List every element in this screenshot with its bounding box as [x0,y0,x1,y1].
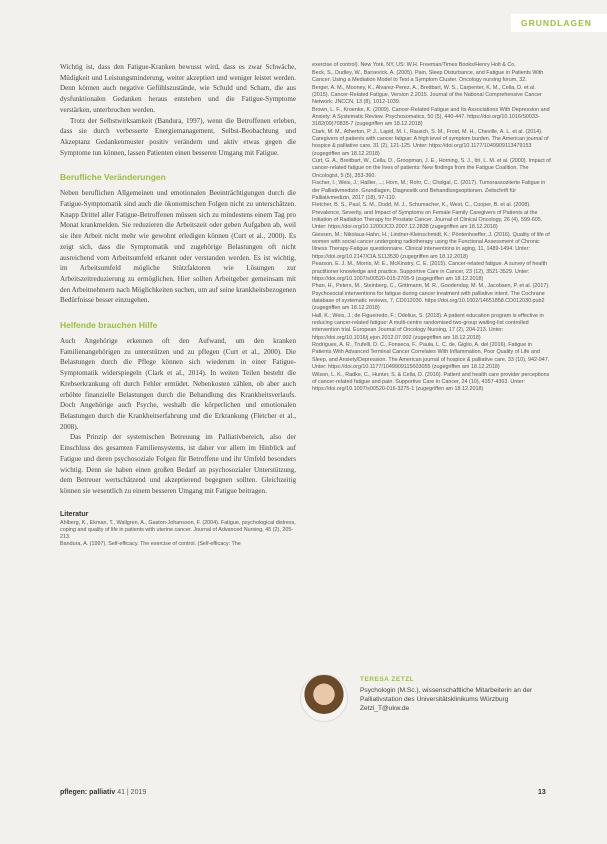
right-column [312,62,552,394]
section2-paragraph-2: Das Prinzip der systemischen Betreuung im Palliativbereich, also der Einschluss des gesamten Familiensystems, ist daher vor allem im Hinblick auf Fatigue und deren psychosoziale Folgen für Betroffene und ihr Umfeld besonders wichtig. Denn sie haben einen großen Bedarf an psychosozialer Unterstützung, dem Betreuer wertschätzend und akzeptierend begegnen sollten. Gleichzeitig können sie wesentlich zu einem besseren Umgang mit Fatigue beitragen. [60,433,296,495]
literatur-item: Bandura, A. (1997). Self-efficacy. The exercise of control. (Self-efficacy: The [60,541,241,548]
section-heading-helfende: Helfende brauchen Hilfe [60,320,158,331]
reference-item: Phan, H., Peters, M., Steinberg, C., Göttmann, M. R., Goodenday, M. M., Jacobsen, P. et al. (2017). Psychosocial interventions for fatigue during cancer treatment with palliative intent. The Cochrane database of systematic reviews, 7, CD012030. https://doi.org/10.1002/14651858.CD012030.pub2 (zugegriffen am 18.12.2018) [312,283,550,312]
author-role: Psychologin (M.Sc.), wissenschaftliche Mitarbeiterin an der Palliativstation des Universitätsklinikums Würzburg [360,687,533,703]
reference-list [312,62,552,393]
literatur-heading: Literatur [60,510,89,518]
reference-item: Brown, L. F., Kroenke, K. (2009). Cancer-Related Fatigue and Its Associations With Depression and Anxiety: A Systematic Review. Psychosomatics, 50 (5), 440-447. https://doi.org/10.1016/S0033-3182(09)70835-7 (zugegriffen am 18.12.2018) [312,106,550,128]
author-description [360,686,560,713]
page-number: 13 [538,789,546,796]
section-tag: GRUNDLAGEN [511,14,607,32]
reference-item: Fletcher, B. S., Paul, S. M., Dodd, M. J., Schumacher, K., West, C., Cooper, B. et al. (2008). Prevalence, Severity, and Impact of Symptoms on Female Family Caregivers of Patients at the Initiation of Radiation Therapy for Prostate Cancer. Journal of Clinical Oncology, 26 (4), 599-605. Unter: https://doi.org/10.1200/JCO.2007.12.2838 (zugegriffen am 18.12.2018) [312,202,543,231]
reference-item: Pearson, E. J. M., Morris, M. E., McKinstry, C. E. (2015). Cancer-related fatigue. A survey of health practitioner knowledge and practice. Supportive Care in Cancer, 23 (12), 3521-3529. Unter: https://doi.org/10.1007/s00520-015-2705-9 (zugegriffen am 18.12.2018) [312,261,548,282]
footer-journal [60,789,146,796]
author-name: TERESA ZETZL [360,676,415,683]
reference-item: Curt, G. A., Breitbart, W., Cella, D., Groopman, J. E., Horning, S. J., Itri, L. M. et al. (2000). Impact of cancer-related fatigue on the lives of patients: New findings from the Fatigue Coalition. The Oncologist, 5 (5), 353-360. [312,158,551,179]
reference-item: exercise of control). New York, NY, US: W.H. Freeman/Times Books/Henry Holt & Co. [312,62,516,68]
journal-issue: 41 | 2019 [117,789,147,796]
intro-paragraph-2: Trotz der Selbstwirksamkeit (Bandura, 1997), wenn die Betroffenen erleben, dass sie durch verbesserte Energiemanagement, Selbst-Beobachtung und Akzeptanz Gedankenmuster positiv verändern und aktiv etwas gegen die Symptome tun können, lassen Patienten einen besseren Umgang mit Fatigue. [60,116,296,157]
reference-item: Fischer, I.; Weis, J.; Hallier, ...; Horn, M.; Rohr, C.; Chelgal, C. (2017). Tumorassoziierte Fatigue in der Palliativmedizin. Grundlagen, Diagnostik und Behandlungsoptionen. Zeitschrift für Palliativmedizin, 2017 (18), 97-110. [312,180,546,201]
reference-item: Clark, M. M., Atherton, P. J., Lapid, M. I., Rausch, S. M., Frost, M. H., Cheville, A. L. et al. (2014). Caregivers of patients with cancer fatigue: A high level of symptom burden. The American journal of hospice & palliative care, 31 (2), 121-125. Unter: https://doi.org/10.1177/1049909113479153 (zugegriffen am 18.12.2018) [312,128,549,157]
literatur-item: Ahlberg, K., Ekman, T., Wallgren, A., Gaston-Johansson, F. (2004). Fatigue, psychological distress, coping and quality of life in patients with uterine cancer. Journal of Advanced Nursing, 45 (2), 205-213. [60,519,296,541]
journal-name: pflegen: palliativ [60,789,116,796]
reference-item: Rodrigues, A. R., Trufelli, D. C., Fonseca, F., Paula, L. C. de, Giglio, A. del (2016). Fatigue in Patients With Advanced Terminal Cancer Correlates With Inflammation, Poor Quality of Life and Sleep, and Anxiety/Depression. The American journal of hospice & palliative care, 33 (10), 942-947. Unter: https://doi.org/10.1177/1049909115603055 (zugegriffen am 18.12.2018) [312,342,550,370]
author-email[interactable]: Zetzl_T@ukw.de [360,705,410,712]
literatur-list [60,520,296,549]
reference-item: Hall, K.; Weis, J.; de Figueiredo, F.; Odelius, S. (2018). A patient education program is effective in reducing cancer-related fatigue: A multi-centre randomised two-group waiting-list controlled intervention trial. European Journal of Oncology Nursing, 17 (2), 204-213. Unter: https://doi.org/10.1016/j.ejon.2012.07.002 (zugegriffen am 18.12.2018) [312,312,544,341]
reference-item: Berger, A. M., Mooney, K., Alvarez-Perez, A., Breitbart, W. S., Carpenter, K. M., Cella, D. et al. (2015). Cancer-Related Fatigue, Version 2.2015. Journal of the National Comprehensive Cancer Network: JNCCN, 13 (8), 1012-1039. [312,84,542,106]
reference-item: Giessen, M.; Nikolaus-Hahn, H.; Lindner-Kleinschmidt, K.; Pöntenhoeffer, J. (2016). Quality of life of women with social cancer undergoing radiotherapy using the Functional Assessment of Chronic Illness Therapy-Fatigue questionnaire. Clinical interventions in aging, 11, 1489-1494. Unter: https://doi.org/10.2147/CIA.S113530 (zugegriffen am 18.12.2018) [312,231,550,260]
reference-item: Wilson, L. K., Radke, C., Hunter, S. & Cella, D. (2016). Patient and health care provider perceptions of cancer-related fatigue and pain. Supportive Care in Cancer, 24 (10), 4357-4363. Unter: https://doi.org/10.1007/s00520-016-3275-1 (zugegriffen am 18.12.2018) [312,371,550,393]
author-avatar [300,674,348,722]
section-heading-berufliche: Berufliche Veränderungen [60,172,166,183]
left-column [60,62,296,548]
author-box [300,672,560,732]
section1-paragraph-1: Neben beruflichen Allgemeinen und emotionalen Beeinträchtigungen durch die Fatigue-Symptomatik sind auch die ökonomischen Folgen nicht zu unterschätzen. Knapp Drittel aller Fatigue-Betroffenen müssen sich zu mindestens einem Tag pro Monat krankmelden. Sie reduzieren die Arbeitszeit oder geben Aufgaben ab, weil sie ihre Arbeit nicht mehr wie gewohnt erledigen können (Curt et al., 2000). Es zeigt sich, dass die Symptomatik und zugehörige Belastungen oft nicht ausreichend vom Arbeitsumfeld erkannt oder verstanden werden. Es ist wichtig, im Arbeitsumfeld mögliche Stützfaktoren wie Lösungen zur Arbeitszeitreduzierung zu ermöglichen. Hier sollten Arbeitgeber gemeinsam mit den Arbeitnehmern nach Möglichkeiten suchen, um auf seine krankheitsbezogenen Bedürfnisse besser einzugehen. [60,189,296,305]
section2-paragraph-1: Auch Angehörige erkennen oft den Aufwand, um den kranken Familienangehörigen zu unterstützen und zu pflegen (Curt et al., 2000). Die Belastungen durch die Pflege können sich wiederum in einer Fatigue-Symptomatik widerspiegeln (Clark et al., 2014). In weiten Teilen besteht die Krebserkrankung oft durch Fehler ermüdet. Nebenkosten zählen, ob aber auch erhöhte finanzielle Belastungen durch die Behandlung des Krankheitsverlaufs. Doch Angehörige auch Psyche, weshalb die körperlichen und emotionalen Belastungen durch die Krankheitserfahrung und die Erkrankung (Fletcher et al., 2008). [60,337,296,431]
intro-paragraph-1: Wichtig ist, dass den Fatigue-Kranken bewusst wird, dass es zwar Schwäche, Müdigkeit und Leistungsminderung, weiter akzeptiert und weniger leistet werden. Denn können auch negative Gefühlszustände, wie Schuld und Scham, die aus dysfunktionalen Gedanken heraus entstehen und die Fatigue-Symptome verstärken, unterbrochen werden. [60,63,296,114]
reference-item: Beck, S., Dudley, W., Barsevick, A. (2005). Pain, Sleep Disturbance, and Fatigue in Patients With Cancer: Using a Mediation Model to Test a Symptom Cluster. Oncology nursing forum, 32. [312,69,544,83]
